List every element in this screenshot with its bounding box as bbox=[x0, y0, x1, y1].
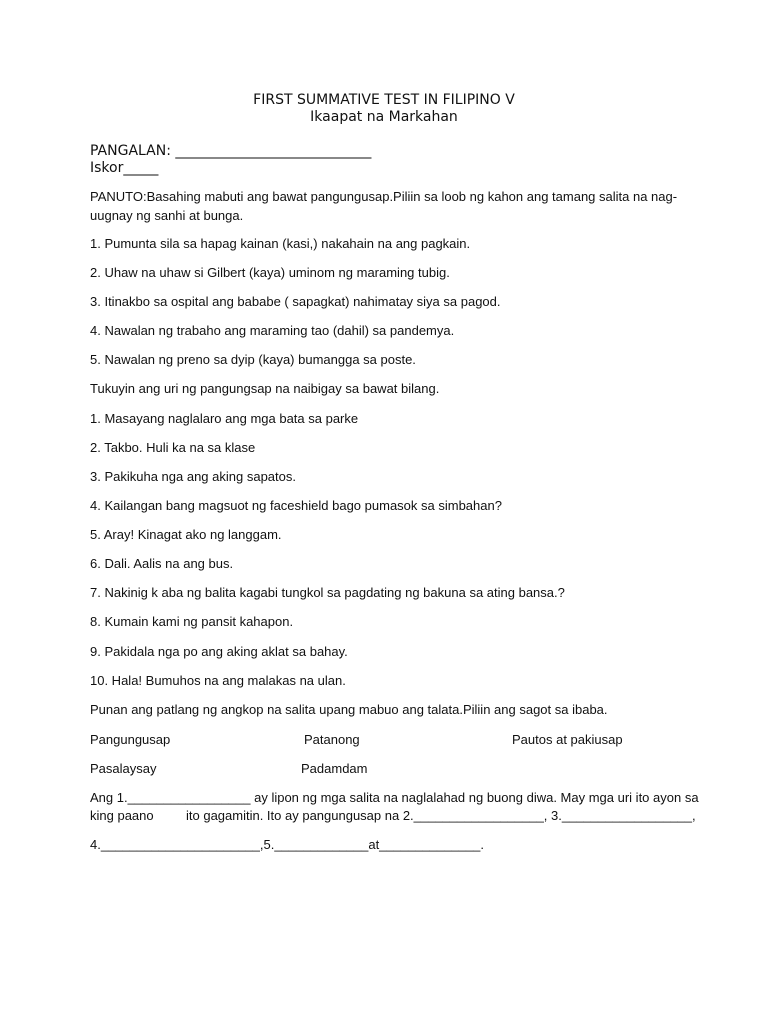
paragraph-line-1: Ang 1._________________ ay lipon ng mga salita na naglalahad ng buong diwa. May mga uri ito ayon sa bbox=[90, 790, 699, 805]
part3-instruction: Punan ang patlang ng angkop na salita upang mabuo ang talata.Piliin ang sagot sa ibaba. bbox=[90, 702, 608, 717]
instructions: PANUTO:Basahing mabuti ang bawat pangungusap.Piliin sa loob ng kahon ang tamang salita na nag-uugnay ng sanhi at bunga. bbox=[90, 189, 678, 223]
part1-item-1: 1. Pumunta sila sa hapag kainan (kasi,) nakahain na ang pagkain. bbox=[90, 236, 471, 251]
choice-pangungusap: Pangungusap bbox=[90, 732, 171, 747]
part2-item-6: 6. Dali. Aalis na ang bus. bbox=[90, 556, 234, 571]
part2-item-9: 9. Pakidala nga po ang aking aklat sa bahay. bbox=[90, 644, 348, 659]
part2-item-5: 5. Aray! Kinagat ako ng langgam. bbox=[90, 527, 282, 542]
score-field-label: Iskor_____ bbox=[90, 160, 159, 176]
part2-instruction: Tukuyin ang uri ng pangungsap na naibigay sa bawat bilang. bbox=[90, 381, 440, 396]
paragraph-line-3: 4.______________________,5._____________at______________. bbox=[90, 837, 485, 852]
part2-item-10: 10. Hala! Bumuhos na ang malakas na ulan. bbox=[90, 673, 346, 688]
part1-item-3: 3. Itinakbo sa ospital ang bababe ( sapagkat) nahimatay siya sa pagod. bbox=[90, 294, 501, 309]
part2-item-4: 4. Kailangan bang magsuot ng faceshield bago pumasok sa simbahan? bbox=[90, 498, 502, 513]
choice-padamdam: Padamdam bbox=[301, 761, 368, 776]
part1-item-5: 5. Nawalan ng preno sa dyip (kaya) bumangga sa poste. bbox=[90, 352, 416, 367]
part1-item-2: 2. Uhaw na uhaw si Gilbert (kaya) uminom ng maraming tubig. bbox=[90, 265, 450, 280]
choice-patanong: Patanong bbox=[304, 732, 360, 747]
part2-item-3: 3. Pakikuha nga ang aking sapatos. bbox=[90, 469, 296, 484]
part2-item-2: 2. Takbo. Huli ka na sa klase bbox=[90, 440, 256, 455]
choice-pautos: Pautos at pakiusap bbox=[512, 732, 623, 747]
paragraph-line-2b: ito gagamitin. Ito ay pangungusap na 2.__________________, 3.__________________, bbox=[186, 808, 696, 823]
test-title: FIRST SUMMATIVE TEST IN FILIPINO V bbox=[253, 92, 515, 108]
part2-item-1: 1. Masayang naglalaro ang mga bata sa parke bbox=[90, 411, 359, 426]
part2-item-7: 7. Nakinig k aba ng balita kagabi tungkol sa pagdating ng bakuna sa ating bansa.? bbox=[90, 585, 565, 600]
part2-item-8: 8. Kumain kami ng pansit kahapon. bbox=[90, 614, 294, 629]
test-subtitle: Ikaapat na Markahan bbox=[310, 109, 458, 125]
name-field-label: PANGALAN: ____________________________ bbox=[90, 143, 372, 159]
paragraph-line-2a: king paano bbox=[90, 808, 154, 823]
choice-pasalaysay: Pasalaysay bbox=[90, 761, 157, 776]
part1-item-4: 4. Nawalan ng trabaho ang maraming tao (dahil) sa pandemya. bbox=[90, 323, 455, 338]
